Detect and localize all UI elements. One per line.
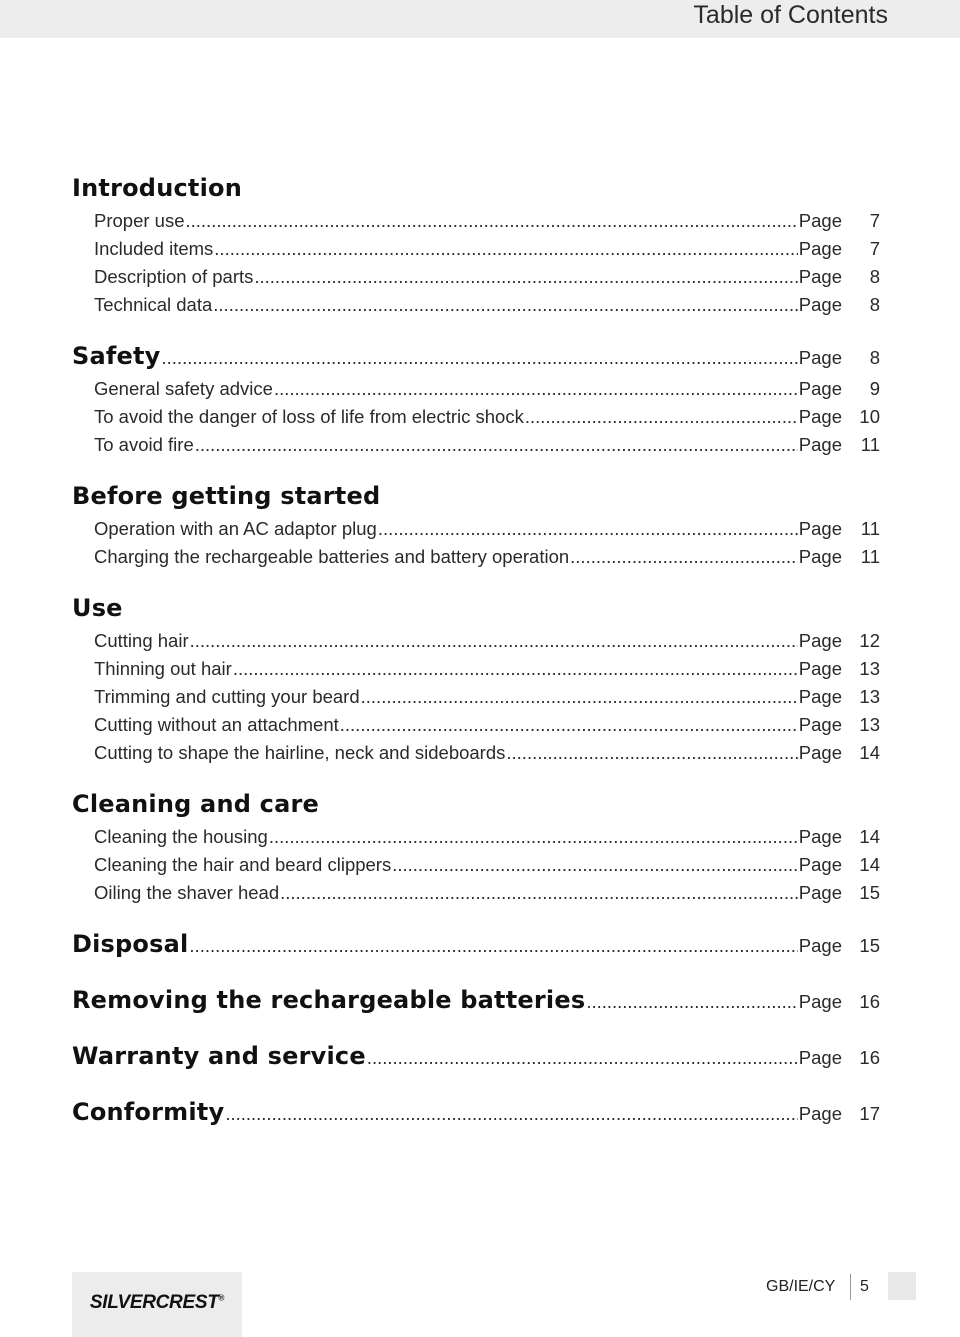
footer-divider — [850, 1274, 851, 1300]
dot-leader — [570, 546, 798, 568]
page-label: Page — [798, 714, 842, 735]
section-heading-introduction: Introduction — [72, 174, 242, 202]
page-number: 8 — [869, 347, 880, 368]
page-number: 16 — [859, 991, 880, 1012]
toc-entry-safety[interactable] — [72, 342, 880, 370]
brand-name: SILVERCREST — [89, 1292, 219, 1313]
page-label: Page — [798, 347, 842, 368]
section-heading-cleaning-and-care: Cleaning and care — [72, 790, 319, 818]
toc-entry-conformity[interactable] — [72, 1098, 880, 1126]
section-heading-conformity: Conformity — [72, 1098, 225, 1126]
page-label: Page — [798, 991, 842, 1012]
section-heading-use: Use — [72, 594, 123, 622]
section-heading-warranty: Warranty and service — [72, 1042, 366, 1070]
toc-entry[interactable] — [72, 658, 880, 680]
toc-entry[interactable] — [72, 406, 880, 428]
page-label: Page — [798, 294, 842, 315]
toc-entry-disposal[interactable] — [72, 930, 880, 958]
dot-leader — [525, 406, 798, 428]
toc-entry-removing-batteries[interactable] — [72, 986, 880, 1014]
page-title: Table of Contents — [693, 1, 888, 29]
toc-entry-title: Trimming and cutting your beard — [94, 686, 360, 707]
registered-mark: ® — [218, 1293, 225, 1303]
page-number: 15 — [859, 935, 880, 956]
toc-entry[interactable] — [72, 546, 880, 568]
page-label: Page — [798, 518, 842, 539]
toc-entry-title: Cutting to shape the hairline, neck and sideboards — [94, 742, 506, 763]
toc-entry-title: To avoid fire — [94, 434, 194, 455]
dot-leader — [189, 935, 797, 957]
dot-leader — [506, 742, 797, 764]
page-number: 7 — [869, 238, 880, 259]
toc-entry[interactable] — [72, 630, 880, 652]
toc-entry-title: Charging the rechargeable batteries and battery operation — [94, 546, 570, 567]
dot-leader — [274, 378, 798, 400]
dot-leader — [233, 658, 798, 680]
page-number: 13 — [859, 658, 880, 679]
page-number: 17 — [859, 1103, 880, 1124]
toc-entry-title: To avoid the danger of loss of life from electric shock — [94, 406, 524, 427]
toc-entry[interactable] — [72, 434, 880, 456]
dot-leader — [190, 630, 798, 652]
toc-entry-title: Proper use — [94, 210, 185, 231]
toc-entry-title: Thinning out hair — [94, 658, 232, 679]
toc-entry[interactable] — [72, 210, 880, 232]
page-number: 13 — [859, 686, 880, 707]
page-number: 8 — [869, 294, 880, 315]
page-number: 14 — [859, 854, 880, 875]
dot-leader — [392, 854, 798, 876]
page-number: 12 — [859, 630, 880, 651]
toc-entry-title: Cutting without an attachment — [94, 714, 339, 735]
toc-entry-title: Cleaning the hair and beard clippers — [94, 854, 392, 875]
dot-leader — [361, 686, 798, 708]
dot-leader — [162, 347, 798, 369]
toc-entry-title: Technical data — [94, 294, 213, 315]
page-label: Page — [798, 882, 842, 903]
dot-leader — [254, 266, 797, 288]
toc-entry[interactable] — [72, 238, 880, 260]
toc-entry-warranty[interactable] — [72, 1042, 880, 1070]
page-number: 11 — [860, 546, 880, 567]
dot-leader — [213, 294, 798, 316]
toc-entry[interactable] — [72, 826, 880, 848]
dot-leader — [214, 238, 797, 260]
dot-leader — [225, 1103, 797, 1125]
toc-entry[interactable] — [72, 518, 880, 540]
dot-leader — [378, 518, 798, 540]
section-heading-removing-batteries: Removing the rechargeable batteries — [72, 986, 586, 1014]
page-label: Page — [798, 210, 842, 231]
page-label: Page — [798, 935, 842, 956]
toc-entry[interactable] — [72, 294, 880, 316]
dot-leader — [586, 991, 797, 1013]
toc-entry-title: Cleaning the housing — [94, 826, 268, 847]
page-label: Page — [798, 434, 842, 455]
page-label: Page — [798, 854, 842, 875]
page-number: 8 — [869, 266, 880, 287]
toc-entry-title: General safety advice — [94, 378, 273, 399]
page-label: Page — [798, 546, 842, 567]
toc-entry-title: Operation with an AC adaptor plug — [94, 518, 377, 539]
toc-entry[interactable] — [72, 266, 880, 288]
page-label: Page — [798, 630, 842, 651]
page-number: 13 — [859, 714, 880, 735]
page-label: Page — [798, 1103, 842, 1124]
page-number-footer: 5 — [860, 1278, 869, 1295]
dot-leader — [186, 210, 798, 232]
page-label: Page — [798, 686, 842, 707]
page-label: Page — [798, 1047, 842, 1068]
brand-wordmark — [72, 1292, 242, 1314]
brand-logo — [72, 1272, 242, 1337]
page-number: 11 — [860, 434, 880, 455]
page-number: 16 — [859, 1047, 880, 1068]
toc-entry-title: Oiling the shaver head — [94, 882, 280, 903]
toc-entry[interactable] — [72, 882, 880, 904]
dot-leader — [367, 1047, 798, 1069]
page-label: Page — [798, 378, 842, 399]
page-number: 11 — [860, 518, 880, 539]
page-label: Page — [798, 238, 842, 259]
page-label: Page — [798, 266, 842, 287]
section-heading-disposal: Disposal — [72, 930, 189, 958]
toc-entry-title: Description of parts — [94, 266, 254, 287]
page-number: 14 — [859, 742, 880, 763]
dot-leader — [340, 714, 798, 736]
section-heading-safety: Safety — [72, 342, 161, 370]
footer-tab-marker — [888, 1272, 916, 1300]
dot-leader — [269, 826, 798, 848]
page-label: Page — [798, 826, 842, 847]
toc-entry-title: Included items — [94, 238, 214, 259]
page-label: Page — [798, 406, 842, 427]
section-heading-before-getting-started: Before getting started — [72, 482, 381, 510]
toc-entry[interactable] — [72, 854, 880, 876]
toc-entry-title: Cutting hair — [94, 630, 189, 651]
table-of-contents — [72, 0, 880, 1337]
page-number: 9 — [869, 378, 880, 399]
page-number: 10 — [859, 406, 880, 427]
toc-entry[interactable] — [72, 742, 880, 764]
page-number: 14 — [859, 826, 880, 847]
page-number: 15 — [859, 882, 880, 903]
toc-entry[interactable] — [72, 714, 880, 736]
toc-entry[interactable] — [72, 686, 880, 708]
toc-entry[interactable] — [72, 378, 880, 400]
region-code: GB/IE/CY — [766, 1278, 836, 1295]
dot-leader — [280, 882, 798, 904]
page-label: Page — [798, 658, 842, 679]
page-number: 7 — [869, 210, 880, 231]
dot-leader — [195, 434, 798, 456]
page-label: Page — [798, 742, 842, 763]
